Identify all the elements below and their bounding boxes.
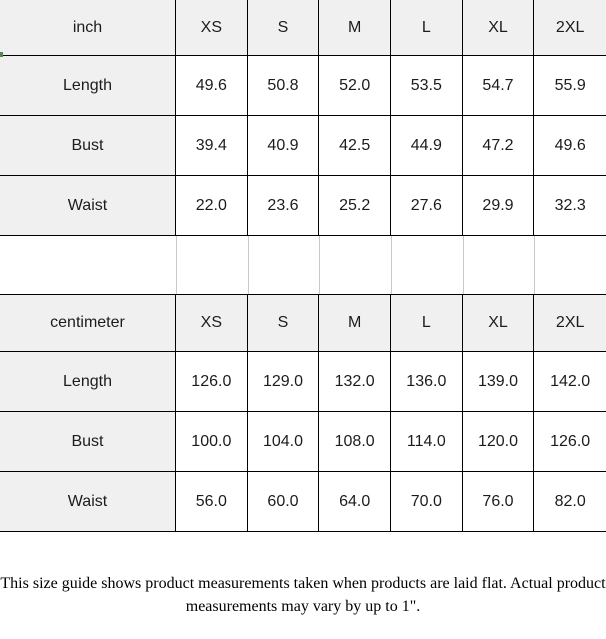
measurement-value-cell: 104.0: [248, 412, 320, 472]
measurement-value-cell: 52.0: [319, 56, 391, 116]
spacer-cell: [176, 236, 248, 294]
size-header-cell: S: [248, 295, 320, 352]
spacer-cell: [391, 236, 463, 294]
measurement-value-cell: 60.0: [248, 472, 320, 532]
measurement-value-cell: 136.0: [391, 352, 463, 412]
measurement-value-cell: 53.5: [391, 56, 463, 116]
size-header-cell: L: [391, 0, 463, 56]
measurement-value-cell: 39.4: [176, 116, 248, 176]
size-header-cell: M: [319, 295, 391, 352]
measurement-label-cell: Waist: [0, 472, 176, 532]
measurement-value-cell: 82.0: [534, 472, 606, 532]
measurement-label-cell: Length: [0, 56, 176, 116]
measurement-value-cell: 49.6: [176, 56, 248, 116]
unit-label-cell: centimeter: [0, 295, 176, 352]
unit-label-cell: inch: [0, 0, 176, 56]
measurement-value-cell: 70.0: [391, 472, 463, 532]
measurement-value-cell: 23.6: [248, 176, 320, 236]
measurement-value-cell: 55.9: [534, 56, 606, 116]
size-header-cell: XL: [463, 0, 535, 56]
table-spacer: [0, 236, 606, 294]
measurement-value-cell: 76.0: [463, 472, 535, 532]
size-header-cell: M: [319, 0, 391, 56]
measurement-value-cell: 50.8: [248, 56, 320, 116]
green-edge-artifact: [0, 52, 3, 57]
measurement-value-cell: 25.2: [319, 176, 391, 236]
measurement-value-cell: 108.0: [319, 412, 391, 472]
measurement-label-cell: Bust: [0, 412, 176, 472]
measurement-value-cell: 42.5: [319, 116, 391, 176]
measurement-value-cell: 47.2: [463, 116, 535, 176]
spacer-cell: [534, 236, 606, 294]
measurement-label-cell: Waist: [0, 176, 176, 236]
measurement-value-cell: 114.0: [391, 412, 463, 472]
size-header-cell: 2XL: [534, 295, 606, 352]
size-header-cell: XL: [463, 295, 535, 352]
spacer-cell: [248, 236, 320, 294]
measurement-value-cell: 29.9: [463, 176, 535, 236]
measurement-value-cell: 100.0: [176, 412, 248, 472]
disclaimer-line-1: This size guide shows product measurements taken when products are laid flat. Actual product: [0, 575, 606, 592]
size-header-cell: XS: [176, 295, 248, 352]
size-header-cell: L: [391, 295, 463, 352]
size-table-centimeter: [0, 294, 606, 532]
measurement-value-cell: 126.0: [534, 412, 606, 472]
measurement-value-cell: 49.6: [534, 116, 606, 176]
measurement-value-cell: 54.7: [463, 56, 535, 116]
spacer-cell: [319, 236, 391, 294]
spacer-cell: [463, 236, 535, 294]
measurement-value-cell: 22.0: [176, 176, 248, 236]
measurement-value-cell: 132.0: [319, 352, 391, 412]
measurement-value-cell: 27.6: [391, 176, 463, 236]
measurement-value-cell: 120.0: [463, 412, 535, 472]
measurement-value-cell: 142.0: [534, 352, 606, 412]
measurement-value-cell: 129.0: [248, 352, 320, 412]
measurement-value-cell: 56.0: [176, 472, 248, 532]
measurement-value-cell: 32.3: [534, 176, 606, 236]
measurement-value-cell: 44.9: [391, 116, 463, 176]
measurement-label-cell: Bust: [0, 116, 176, 176]
measurement-value-cell: 139.0: [463, 352, 535, 412]
measurement-value-cell: 40.9: [248, 116, 320, 176]
measurement-value-cell: 64.0: [319, 472, 391, 532]
size-table-inch: [0, 0, 606, 236]
size-header-cell: S: [248, 0, 320, 56]
measurement-value-cell: 126.0: [176, 352, 248, 412]
measurement-label-cell: Length: [0, 352, 176, 412]
size-header-cell: XS: [176, 0, 248, 56]
size-guide-disclaimer: [0, 572, 606, 618]
size-header-cell: 2XL: [534, 0, 606, 56]
disclaimer-line-2: measurements may vary by up to 1".: [185, 598, 421, 615]
spacer-cell: [0, 236, 176, 294]
